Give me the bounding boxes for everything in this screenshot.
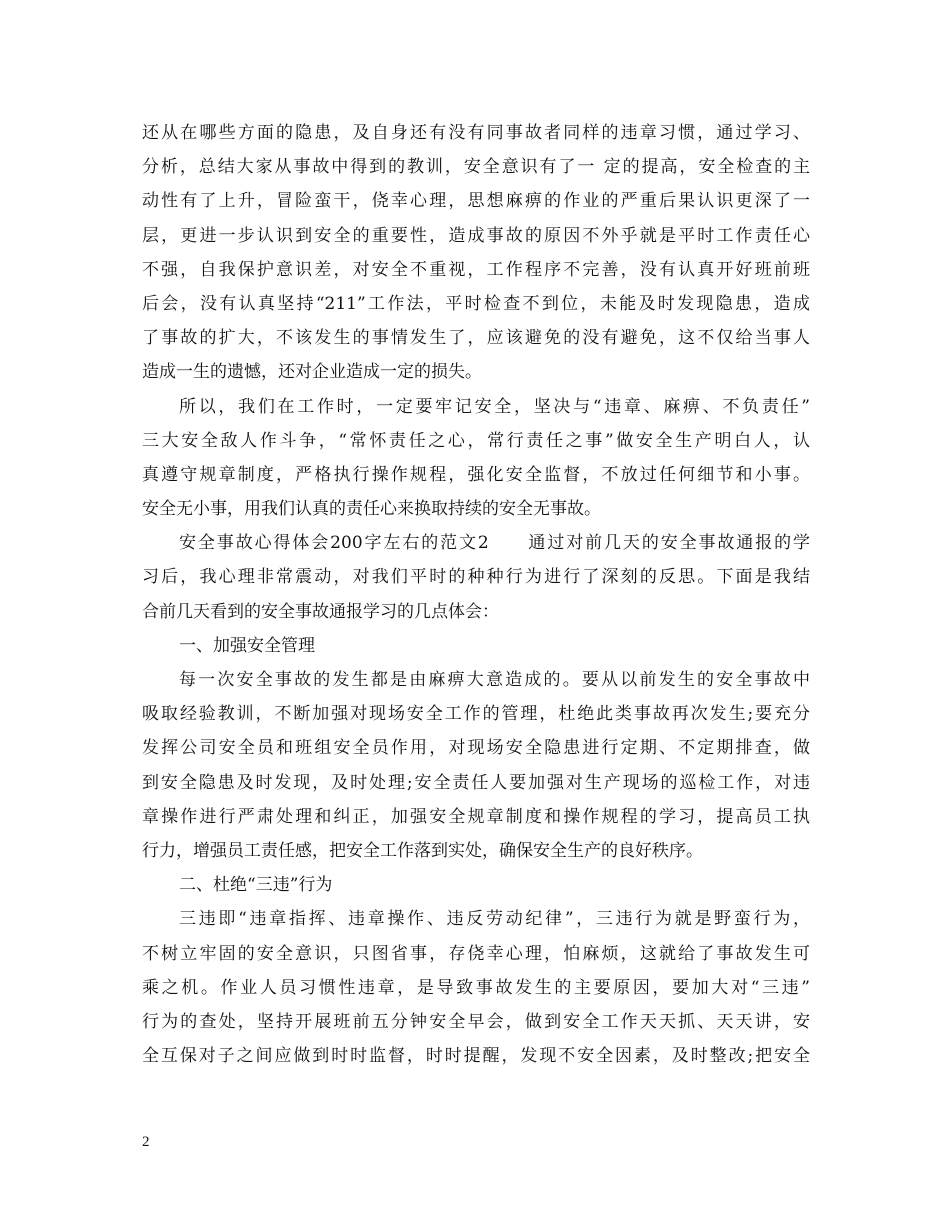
- text-line: 每一次安全事故的发生都是由麻痹大意造成的。要从以前发生的安全事故中: [179, 670, 810, 690]
- text-line: 了事故的扩大，不该发生的事情发生了，应该避免的没有避免，这不仅给当事人: [142, 328, 810, 349]
- text-line: 安全事故心得体会200字左右的范文2 通过对前几天的安全事故通报的学: [179, 533, 810, 554]
- body-text: [142, 116, 810, 1073]
- text-line: 真遵守规章制度，严格执行操作规程，强化安全监督，不放过任何细节和小事。: [142, 464, 810, 485]
- text-line: 习后，我心理非常震动，对我们平时的种种行为进行了深刻的反思。下面是我结: [142, 567, 810, 588]
- text-line: 行力，增强员工责任感，把安全工作落到实处，确保安全生产的良好秩序。: [142, 840, 703, 861]
- text-line: 三违即“违章指挥、违章操作、违反劳动纪律”，三违行为就是野蛮行为，: [179, 909, 810, 930]
- text-line: 行为的查处，坚持开展班前五分钟安全早会，做到安全工作天天抓、天天讲，安: [142, 1011, 810, 1032]
- text-line: 到安全隐患及时发现，及时处理;安全责任人要加强对生产现场的巡检工作，对违: [142, 772, 810, 793]
- text-line: 吸取经验教训，不断加强对现场安全工作的管理，杜绝此类事故再次发生;要充分: [142, 704, 810, 725]
- text-line: 安全无小事，用我们认真的责任心来换取持续的安全无事故。: [142, 499, 601, 520]
- text-line: 造成一生的遗憾，还对企业造成一定的损失。: [142, 362, 482, 383]
- text-line: 后会，没有认真坚持“211”工作法，平时检查不到位，未能及时发现隐患，造成: [142, 293, 810, 314]
- text-line: 分析，总结大家从事故中得到的教训，安全意识有了一 定的提高，安全检查的主: [142, 157, 810, 178]
- text-line: 全互保对子之间应做到时时监督，时时提醒，发现不安全因素，及时整改;把安全: [142, 1046, 810, 1067]
- text-line: 还从在哪些方面的隐患，及自身还有没有同事故者同样的违章习惯，通过学习、: [142, 123, 810, 143]
- text-line: 乘之机。作业人员习惯性违章，是导致事故发生的主要原因，要加大对“三违”: [142, 977, 810, 998]
- text-line: 不树立牢固的安全意识，只图省事，存侥幸心理，怕麻烦，这就给了事故发生可: [142, 943, 810, 964]
- text-line: 动性有了上升，冒险蛮干，侥幸心理，思想麻痹的作业的严重后果认识更深了一: [142, 191, 810, 212]
- section-heading: 二、杜绝“三违”行为: [179, 875, 333, 896]
- text-line: 发挥公司安全员和班组安全员作用，对现场安全隐患进行定期、不定期排查，做: [142, 738, 810, 759]
- text-line: 三大安全敌人作斗争，“常怀责任之心，常行责任之事”做安全生产明白人，认: [142, 430, 810, 451]
- page-number: 2: [142, 1134, 150, 1150]
- text-line: 层，更进一步认识到安全的重要性，造成事故的原因不外乎就是平时工作责任心: [142, 225, 810, 246]
- text-line: 章操作进行严肃处理和纠正，加强安全规章制度和操作规程的学习，提高员工执: [142, 806, 810, 827]
- section-heading: 一、加强安全管理: [179, 635, 315, 656]
- text-line: 所以，我们在工作时，一定要牢记安全，坚决与“违章、麻痹、不负责任”: [179, 396, 810, 417]
- text-line: 不强，自我保护意识差，对安全不重视，工作程序不完善，没有认真开好班前班: [142, 259, 810, 280]
- text-line: 合前几天看到的安全事故通报学习的几点体会：: [142, 601, 499, 622]
